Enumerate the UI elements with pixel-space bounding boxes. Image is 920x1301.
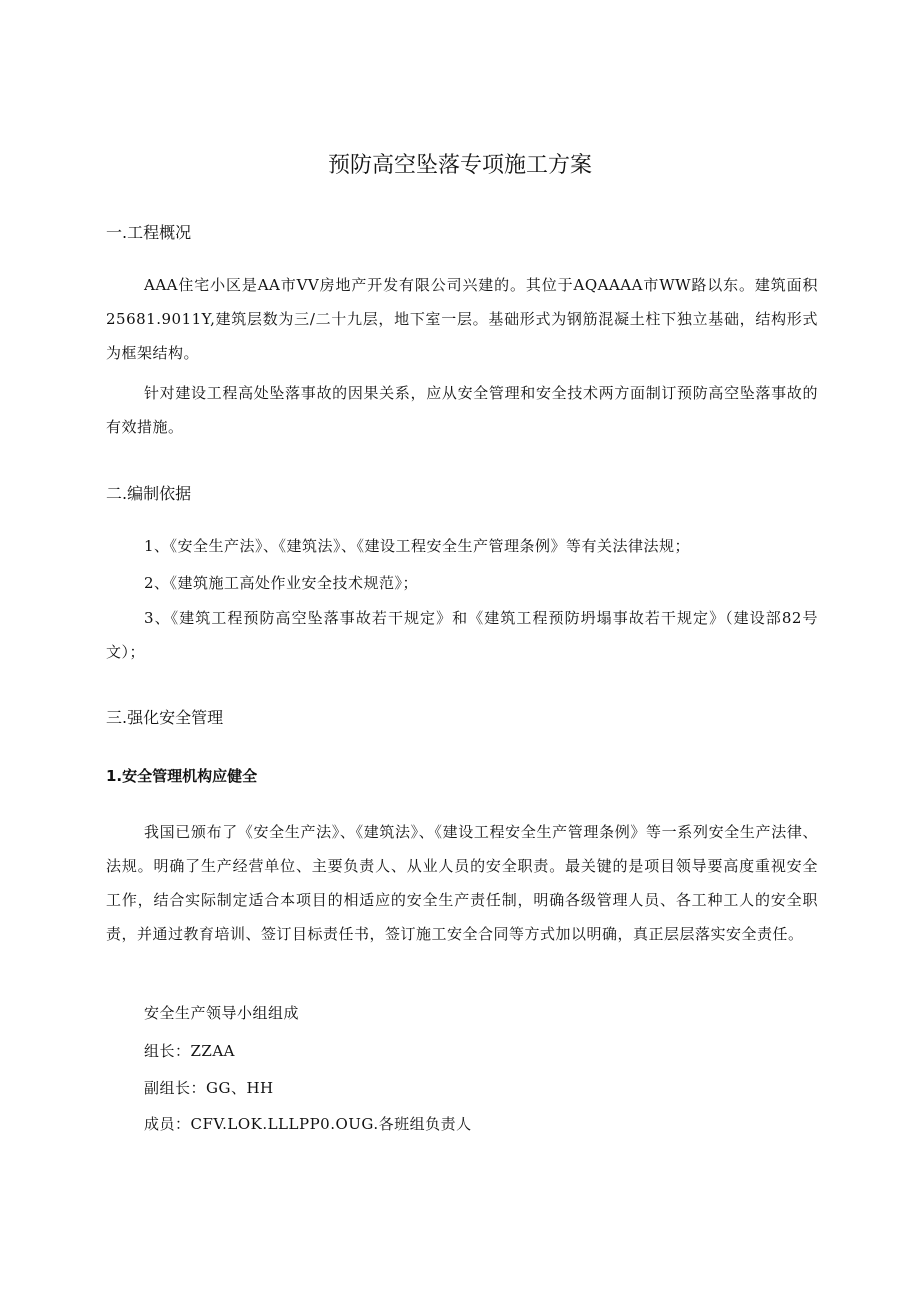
group-leader: 组长：ZZAA: [144, 1042, 236, 1060]
group-members: 成员：CFV.LOK.LLLPP0.OUG.各班组负责人: [144, 1115, 472, 1133]
basis-item-2: 2、《建筑施工高处作业安全技术规范》；: [144, 574, 419, 592]
subsection-heading-organization: 1.安全管理机构应健全: [106, 767, 258, 785]
group-deputy: 副组长：GG、HH: [144, 1079, 274, 1097]
organization-paragraph: 我国已颁布了《安全生产法》、《建筑法》、《建设工程安全生产管理条例》等一系列安全生产法律、法规。明确了生产经营单位、主要负责人、从业人员的安全职责。最关键的是项目领导要高度重视安全工作，结合实际制定适合本项目的相适应的安全生产责任制，明确各级管理人员、各工种工人的安全职责，并通过教育培训、签订目标责任书，签订施工安全合同等方式加以明确，真正层层落实安全责任。: [106, 823, 818, 943]
section-heading-management: 三.强化安全管理: [106, 708, 224, 727]
basis-item-1: 1、《安全生产法》、《建筑法》、《建设工程安全生产管理条例》等有关法律法规；: [144, 537, 691, 555]
overview-paragraph-1: AAA住宅小区是AA市VV房地产开发有限公司兴建的。其位于AQAAAA市WW路以东。建筑面积25681.9011Y,建筑层数为三/二十九层，地下室一层。基础形式为钢筋混凝土柱下独立基础，结构形式为框架结构。: [106, 276, 818, 362]
overview-paragraph-2: 针对建设工程高处坠落事故的因果关系，应从安全管理和安全技术两方面制订预防高空坠落事故的有效措施。: [106, 384, 818, 436]
basis-item-3: 3、《建筑工程预防高空坠落事故若干规定》和《建筑工程预防坍塌事故若干规定》（建设部82号文）；: [106, 609, 818, 661]
section-heading-basis: 二.编制依据: [106, 484, 192, 503]
section-heading-overview: 一.工程概况: [106, 223, 192, 242]
group-title: 安全生产领导小组组成: [144, 1004, 300, 1022]
document-title: 预防高空坠落专项施工方案: [327, 153, 592, 178]
